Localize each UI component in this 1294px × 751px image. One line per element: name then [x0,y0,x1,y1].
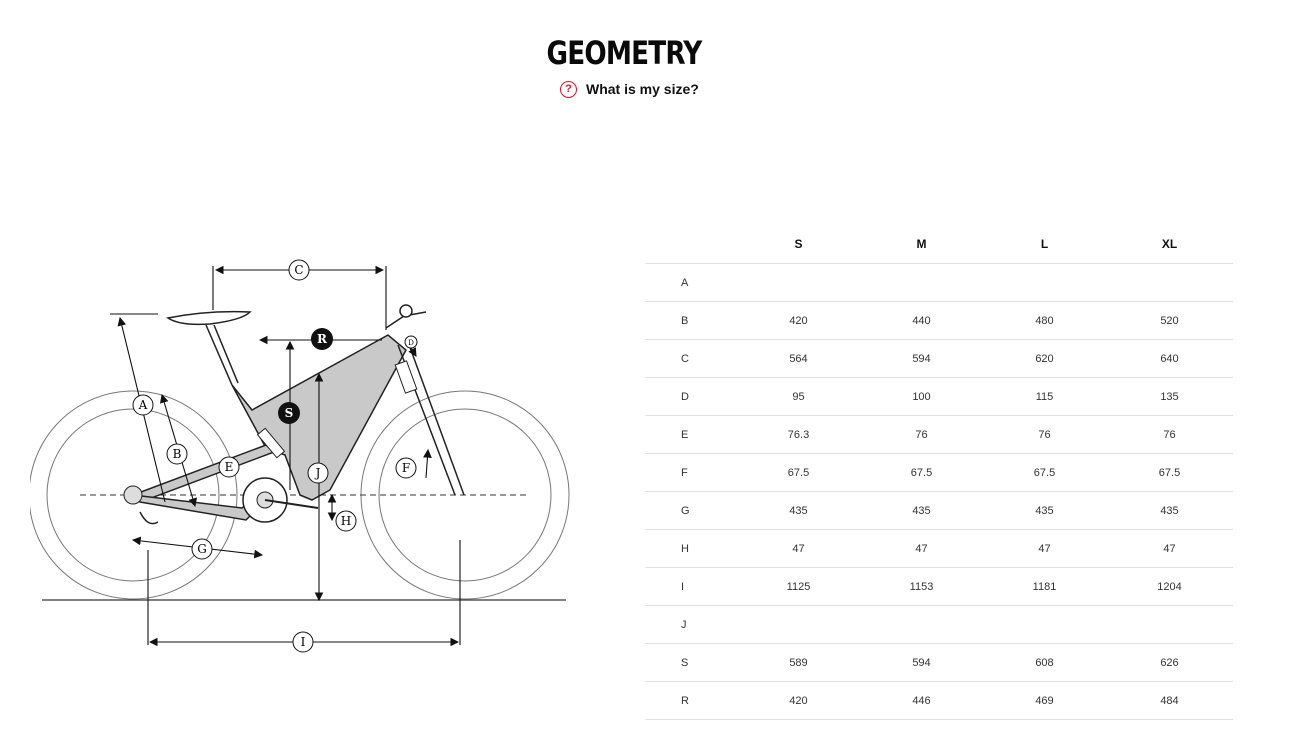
table-row [645,530,1233,568]
cell: 435 [860,492,983,530]
svg-text:R: R [317,332,327,346]
column-header: M [860,225,983,264]
cell: 76 [983,416,1106,454]
table-row [645,606,1233,644]
cell: 115 [983,378,1106,416]
row-label: D [645,378,737,416]
cell: 620 [983,340,1106,378]
svg-text:I: I [300,635,306,649]
label-B [167,444,187,464]
label-A [133,395,153,415]
svg-text:F: F [401,461,411,475]
cell: 67.5 [983,454,1106,492]
svg-text:A: A [138,398,148,412]
row-label: G [645,492,737,530]
cell: 76 [860,416,983,454]
cell: 608 [983,644,1106,682]
cell: 67.5 [860,454,983,492]
row-label: A [645,264,737,302]
table-row [645,644,1233,682]
row-label: R [645,682,737,720]
label-G [192,539,212,559]
cell [860,606,983,644]
label-F [396,458,416,478]
row-label: I [645,568,737,606]
page-title: GEOMETRY [546,34,702,72]
cell [1106,264,1233,302]
row-label: B [645,302,737,340]
cell [737,606,860,644]
cell [1106,606,1233,644]
cell: 67.5 [737,454,860,492]
cell: 1181 [983,568,1106,606]
table-row [645,492,1233,530]
svg-text:J: J [315,466,321,480]
cell: 440 [860,302,983,340]
cell: 435 [983,492,1106,530]
table-row [645,454,1233,492]
cell: 420 [737,682,860,720]
cell: 480 [983,302,1106,340]
table-row [645,264,1233,302]
table-header-row [645,225,1233,264]
cell: 1204 [1106,568,1233,606]
cell: 1125 [737,568,860,606]
cell: 640 [1106,340,1233,378]
cell: 564 [737,340,860,378]
cell: 76 [1106,416,1233,454]
cell: 47 [860,530,983,568]
cell: 47 [1106,530,1233,568]
label-H [336,511,356,531]
cell: 47 [737,530,860,568]
cell: 594 [860,644,983,682]
cell: 435 [737,492,860,530]
question-circle-icon: ? [560,81,577,98]
table-row [645,302,1233,340]
row-label: E [645,416,737,454]
cell: 469 [983,682,1106,720]
row-label: J [645,606,737,644]
label-C [289,260,309,280]
what-is-my-size-link[interactable] [560,79,699,99]
saddle [168,312,250,325]
cell: 1153 [860,568,983,606]
bike-geometry-diagram [30,250,590,670]
label-S [278,402,300,424]
svg-text:C: C [294,263,304,277]
column-header: XL [1106,225,1233,264]
svg-text:E: E [224,460,234,474]
cell: 520 [1106,302,1233,340]
cell: 100 [860,378,983,416]
cell: 47 [983,530,1106,568]
table-row [645,340,1233,378]
cell: 446 [860,682,983,720]
cell: 420 [737,302,860,340]
svg-text:D: D [408,339,414,347]
cell [983,606,1106,644]
cell: 435 [1106,492,1233,530]
svg-text:S: S [284,406,294,420]
cell: 135 [1106,378,1233,416]
column-header: S [737,225,860,264]
cell [983,264,1106,302]
label-J [308,463,328,483]
label-R [311,328,333,350]
cell: 67.5 [1106,454,1233,492]
cell: 76.3 [737,416,860,454]
cell: 589 [737,644,860,682]
table-row [645,568,1233,606]
svg-text:H: H [340,514,352,528]
svg-text:B: B [172,447,182,461]
table-row [645,378,1233,416]
row-label: H [645,530,737,568]
cell [737,264,860,302]
cell: 594 [860,340,983,378]
column-header: L [983,225,1106,264]
size-link-label: What is my size? [586,81,699,97]
label-E [219,457,239,477]
cell [860,264,983,302]
cell: 626 [1106,644,1233,682]
row-label: C [645,340,737,378]
corner-cell [645,225,737,264]
table-row [645,416,1233,454]
svg-text:G: G [197,542,207,556]
table-row [645,682,1233,720]
cell: 95 [737,378,860,416]
row-label: F [645,454,737,492]
geometry-table [645,225,1233,720]
label-I [293,632,313,652]
label-D [405,336,417,348]
row-label: S [645,644,737,682]
cell: 484 [1106,682,1233,720]
